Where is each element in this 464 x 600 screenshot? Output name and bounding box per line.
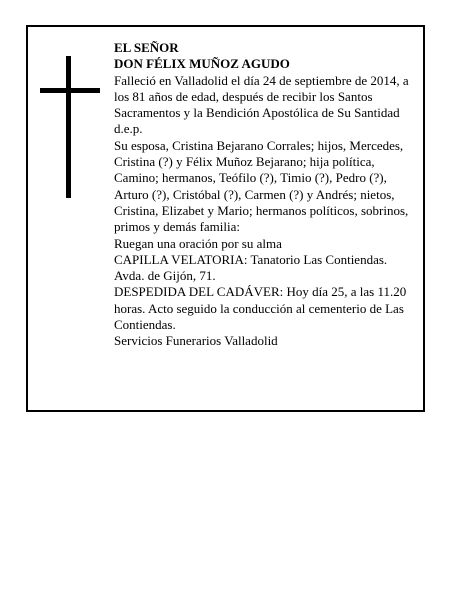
funeral-services: Servicios Funerarios Valladolid — [114, 333, 278, 349]
chapel-info: CAPILLA VELATORIA: Tanatorio Las Contiendas. Avda. de Gijón, 71. — [114, 251, 388, 284]
cross-vertical-bar — [66, 56, 71, 198]
notice-title-line-1: EL SEÑOR — [114, 40, 179, 55]
deceased-name: DON FÉLIX MUÑOZ AGUDO — [114, 56, 290, 72]
obituary-notice — [26, 25, 425, 412]
notice-body — [114, 40, 420, 350]
cross-horizontal-bar — [40, 88, 100, 93]
farewell-info: DESPEDIDA DEL CADÁVER: Hoy día 25, a las 11.20 horas. Acto seguido la conducción al cementerio de Las Contiendas. — [114, 284, 407, 333]
family-list: Su esposa, Cristina Bejarano Corrales; hijos, Mercedes, Cristina (?) y Félix Muñoz Bejarano; hija política, Camino; hermanos, Teófilo (?), Timio (?), Pedro (?), Arturo (?), Cristóbal (?), Carmen (?) y Andrés; nietos, Cristina, Elizabet y Mario; hermanos políticos, sobrinos, primos y demás familia: — [114, 137, 409, 235]
death-announcement: Falleció en Valladolid el día 24 de septiembre de 2014, a los 81 años de edad, después de recibir los Santos Sacramentos y la Bendición Apostólica de Su Santidad d.e.p. — [114, 72, 409, 137]
cross-icon — [40, 56, 100, 198]
prayer-request: Ruegan una oración por su alma — [114, 235, 282, 251]
